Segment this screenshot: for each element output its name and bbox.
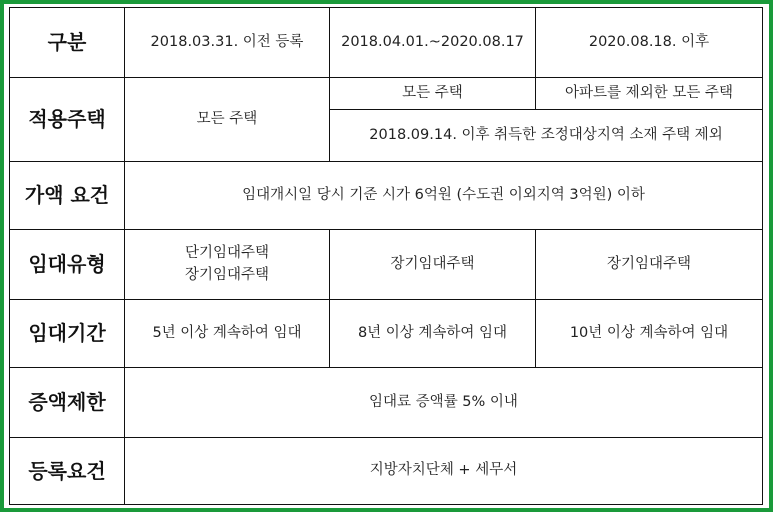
increase-limit-value: 임대료 증액률 5% 이내 [125, 368, 763, 438]
registration-value: 지방자치단체 + 세무서 [125, 438, 763, 505]
applicable-housing-period-1: 모든 주택 [125, 78, 330, 162]
header-row [10, 8, 763, 78]
registration-row [10, 438, 763, 505]
rental-period-row [10, 300, 763, 368]
applicable-housing-exclusion-note: 2018.09.14. 이후 취득한 조정대상지역 소재 주택 제외 [330, 110, 763, 162]
rental-type-period-2: 장기임대주택 [330, 230, 536, 300]
applicable-housing-row-top [10, 78, 763, 110]
applicable-housing-period-3: 아파트를 제외한 모든 주택 [536, 78, 763, 110]
rental-period-period-1: 5년 이상 계속하여 임대 [125, 300, 330, 368]
header-label: 구분 [10, 8, 125, 78]
rental-period-label: 임대기간 [10, 300, 125, 368]
period-1-header: 2018.03.31. 이전 등록 [125, 8, 330, 78]
period-3-header: 2020.08.18. 이후 [536, 8, 763, 78]
rental-type-long-term: 장기임대주택 [184, 266, 270, 283]
housing-rental-table [9, 7, 763, 505]
applicable-housing-label: 적용주택 [10, 78, 125, 162]
rental-period-period-2: 8년 이상 계속하여 임대 [330, 300, 536, 368]
period-2-header: 2018.04.01.~2020.08.17 [330, 8, 536, 78]
rental-type-row [10, 230, 763, 300]
rental-period-period-3: 10년 이상 계속하여 임대 [536, 300, 763, 368]
rental-type-short-term: 단기임대주택 [184, 245, 270, 262]
price-requirement-value: 임대개시일 당시 기준 시가 6억원 (수도권 이외지역 3억원) 이하 [125, 162, 763, 230]
registration-label: 등록요건 [10, 438, 125, 505]
rental-type-period-3: 장기임대주택 [536, 230, 763, 300]
applicable-housing-period-2: 모든 주택 [330, 78, 536, 110]
increase-limit-row [10, 368, 763, 438]
price-requirement-row [10, 162, 763, 230]
rental-type-label: 임대유형 [10, 230, 125, 300]
rental-type-period-1 [125, 230, 330, 300]
price-requirement-label: 가액 요건 [10, 162, 125, 230]
increase-limit-label: 증액제한 [10, 368, 125, 438]
